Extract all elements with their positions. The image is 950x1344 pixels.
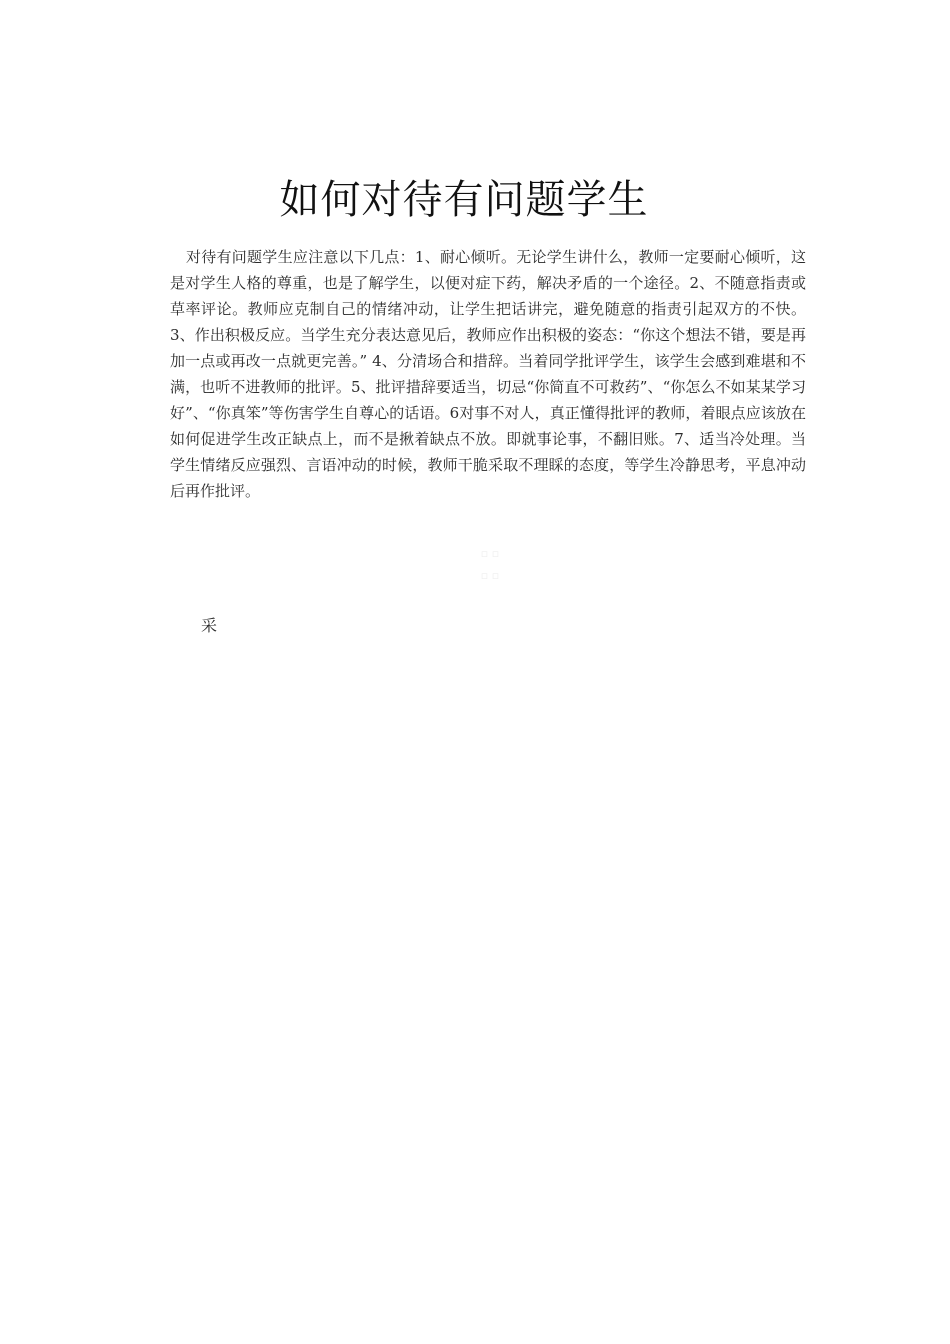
faint-watermark-mark: ▫ ▫ ▫ ▫	[480, 547, 500, 582]
document-body-paragraph: 对待有问题学生应注意以下几点：1、耐心倾听。无论学生讲什么，教师一定要耐心倾听，这是对学生人格的尊重，也是了解学生，以便对症下药，解决矛盾的一个途径。2、不随意指责或草率评论。教师应克制自己的情绪冲动，让学生把话讲完，避免随意的指责引起双方的不快。 3、作出积极反应。当学生充分表达意见后，教师应作出积极的姿态：“你这个想法不错，要是再加一点或再改一点就更完善。” 4、分清场合和措辞。当着同学批评学生，该学生会感到难堪和不满，也听不进教师的批评。5、批评措辞要适当，切忌“你简直不可救药”、“你怎么不如某某学习好”、“你真笨”等伤害学生自尊心的话语。6对事不对人，真正懂得批评的教师，着眼点应该放在如何促进学生改正缺点上，而不是揪着缺点不放。即就事论事，不翻旧账。7、适当冷处理。当学生情绪反应强烈、言语冲动的时候，教师干脆采取不理睬的态度，等学生冷静思考，平息冲动后再作批评。	[170, 248, 806, 500]
stray-footer-character: 采	[201, 616, 218, 635]
document-title: 如何对待有问题学生	[279, 177, 649, 223]
